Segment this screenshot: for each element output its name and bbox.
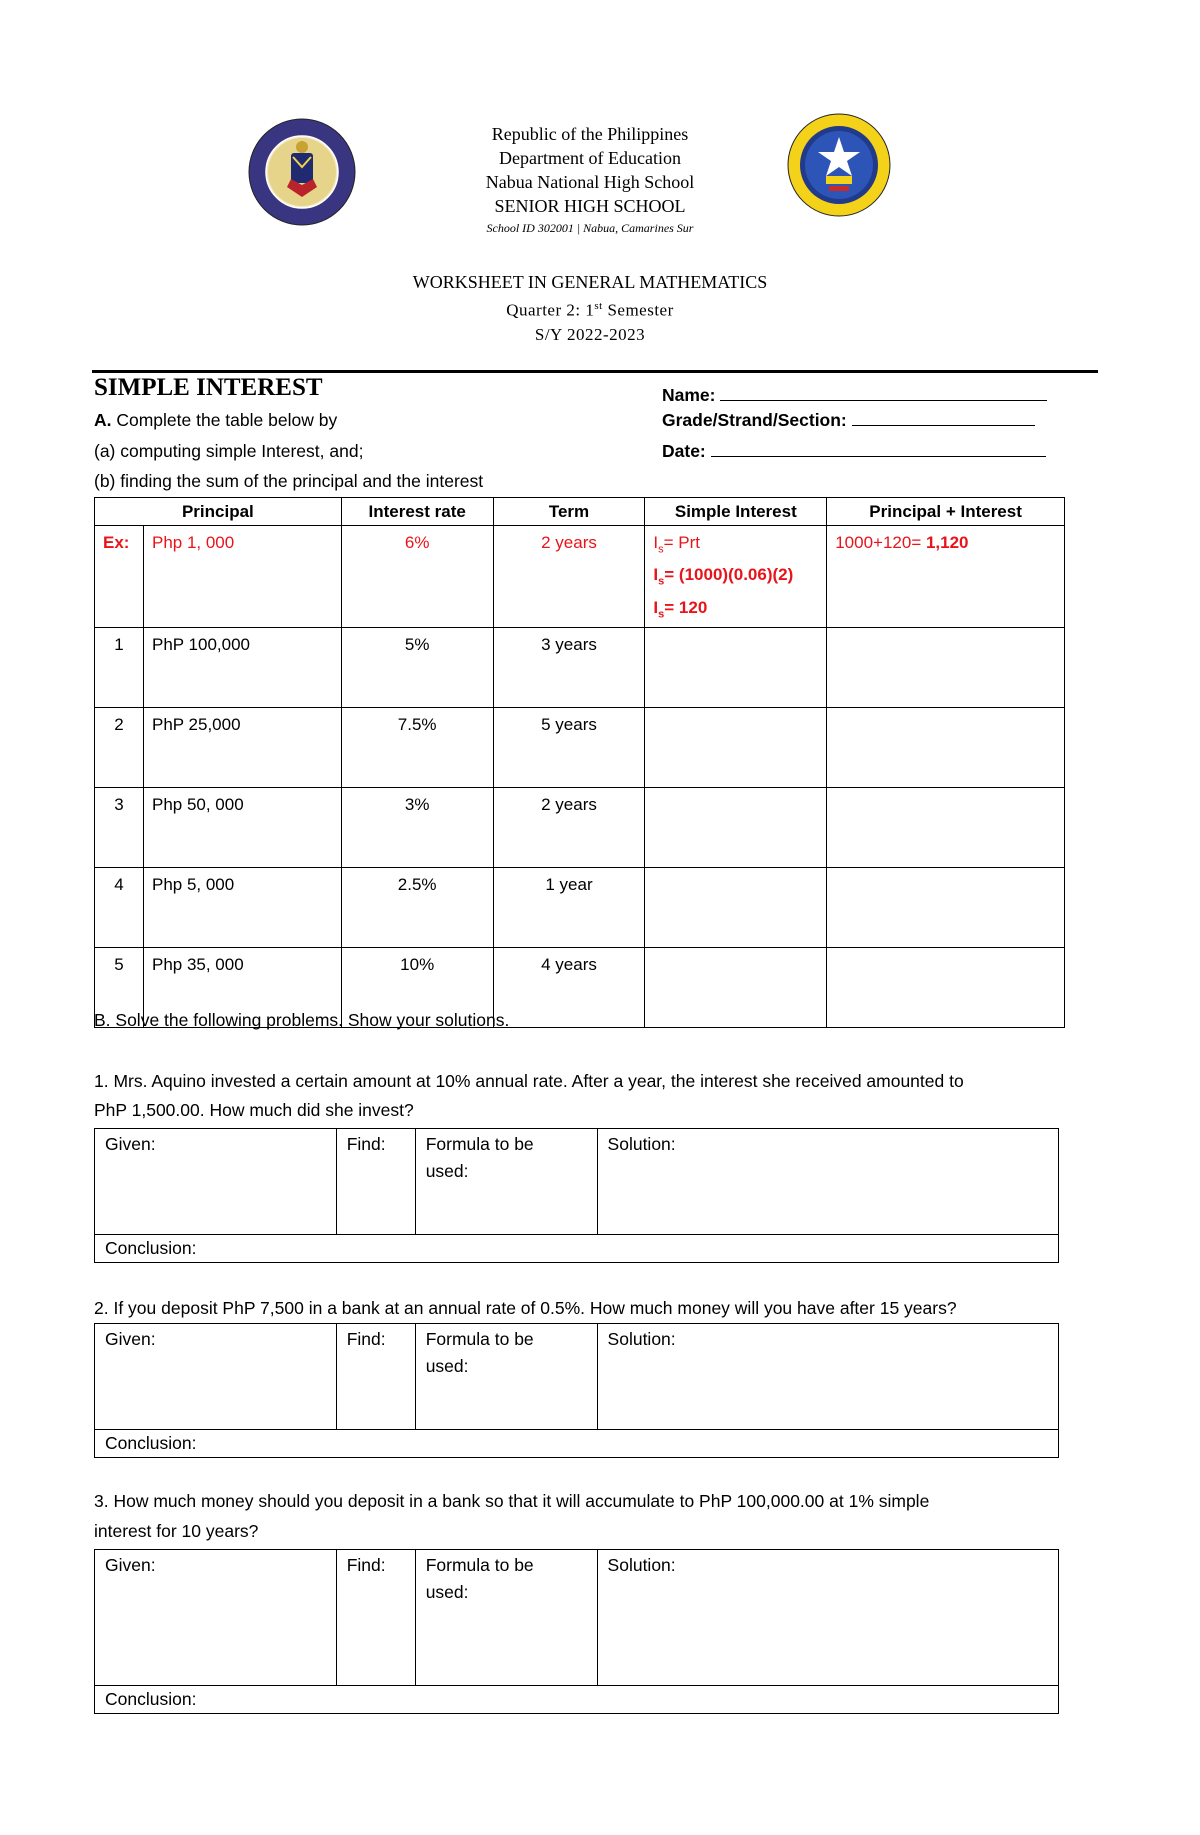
given-cell[interactable]: Given: bbox=[95, 1129, 337, 1235]
row-principal: PhP 100,000 bbox=[143, 628, 341, 708]
problem-1-text-cont: PhP 1,500.00. How much did she invest? bbox=[94, 1100, 414, 1120]
worksheet-heading bbox=[300, 270, 880, 347]
find-cell[interactable]: Find: bbox=[336, 1129, 415, 1235]
header-principal-plus-interest: Principal + Interest bbox=[827, 498, 1065, 526]
row-term: 5 years bbox=[493, 708, 645, 788]
row-simple-interest-answer[interactable] bbox=[645, 868, 827, 948]
row-sum-answer[interactable] bbox=[827, 708, 1065, 788]
example-label: Ex: bbox=[95, 526, 144, 628]
problem-2-text: 2. If you deposit PhP 7,500 in a bank at an annual rate of 0.5%. How much money will you have after 15 years? bbox=[94, 1298, 957, 1318]
grade-field[interactable]: Grade/Strand/Section: bbox=[662, 409, 1035, 431]
row-term: 4 years bbox=[493, 948, 645, 1028]
division-text: SENIOR HIGH SCHOOL bbox=[494, 196, 686, 216]
name-field[interactable]: Name: bbox=[662, 384, 1047, 406]
problem-3-answer-box bbox=[94, 1549, 1059, 1714]
row-simple-interest-answer[interactable] bbox=[645, 788, 827, 868]
school-id-text: School ID 302001 | Nabua, Camarines Sur bbox=[486, 221, 694, 235]
simple-interest-table bbox=[94, 497, 1065, 1028]
row-number: 4 bbox=[95, 868, 144, 948]
problem-1-text: 1. Mrs. Aquino invested a certain amount at 10% annual rate. After a year, the interest she received amounted to bbox=[94, 1071, 964, 1091]
table-row bbox=[95, 708, 1065, 788]
example-principal: Php 1, 000 bbox=[143, 526, 341, 628]
problem-2-answer-box bbox=[94, 1323, 1059, 1458]
row-principal: Php 35, 000 bbox=[143, 948, 341, 1028]
row-number: 2 bbox=[95, 708, 144, 788]
row-term: 1 year bbox=[493, 868, 645, 948]
row-rate: 5% bbox=[341, 628, 493, 708]
date-blank[interactable] bbox=[711, 440, 1046, 457]
example-term: 2 years bbox=[493, 526, 645, 628]
row-sum-answer[interactable] bbox=[827, 868, 1065, 948]
header-term: Term bbox=[493, 498, 645, 526]
given-cell[interactable]: Given: bbox=[95, 1550, 337, 1686]
quarter-text: Quarter 2: 1st Semester bbox=[506, 300, 674, 320]
formula-cell[interactable]: Formula to be used: bbox=[415, 1550, 597, 1686]
given-cell[interactable]: Given: bbox=[95, 1324, 337, 1430]
find-cell[interactable]: Find: bbox=[336, 1324, 415, 1430]
date-field[interactable]: Date: bbox=[662, 440, 1046, 462]
formula-cell[interactable]: Formula to be used: bbox=[415, 1324, 597, 1430]
row-number: 5 bbox=[95, 948, 144, 1028]
formula-cell[interactable]: Formula to be used: bbox=[415, 1129, 597, 1235]
row-sum-answer[interactable] bbox=[827, 628, 1065, 708]
row-principal: PhP 25,000 bbox=[143, 708, 341, 788]
deped-seal-icon bbox=[247, 117, 357, 227]
example-sum: 1000+120= 1,120 bbox=[827, 526, 1065, 628]
row-sum-answer[interactable] bbox=[827, 788, 1065, 868]
school-seal-icon bbox=[786, 112, 892, 218]
section-a-part-b: (b) finding the sum of the principal and the interest bbox=[94, 471, 484, 491]
header-principal: Principal bbox=[95, 498, 342, 526]
row-principal: Php 5, 000 bbox=[143, 868, 341, 948]
school-name: Nabua National High School bbox=[485, 172, 695, 192]
table-header-row bbox=[95, 498, 1065, 526]
example-rate: 6% bbox=[341, 526, 493, 628]
topic-title: SIMPLE INTEREST bbox=[94, 374, 323, 401]
name-blank[interactable] bbox=[720, 384, 1047, 401]
row-simple-interest-answer[interactable] bbox=[645, 948, 827, 1028]
header-simple-interest: Simple Interest bbox=[645, 498, 827, 526]
letterhead bbox=[400, 122, 780, 238]
header-interest-rate: Interest rate bbox=[341, 498, 493, 526]
table-row bbox=[95, 868, 1065, 948]
row-principal: Php 50, 000 bbox=[143, 788, 341, 868]
conclusion-cell[interactable]: Conclusion: bbox=[95, 1430, 1059, 1458]
grade-blank[interactable] bbox=[852, 409, 1035, 426]
table-row bbox=[95, 788, 1065, 868]
worksheet-title: WORKSHEET IN GENERAL MATHEMATICS bbox=[412, 272, 768, 292]
republic-text: Republic of the Philippines bbox=[491, 124, 689, 144]
row-term: 2 years bbox=[493, 788, 645, 868]
section-b-heading: B. Solve the following problems. Show your solutions. bbox=[94, 1010, 510, 1030]
school-year: S/Y 2022-2023 bbox=[534, 324, 646, 344]
conclusion-cell[interactable]: Conclusion: bbox=[95, 1235, 1059, 1263]
example-simple-interest: $I_s=$ Prt $I_s= (1000)(0.06)(2)$ $I_s= 120$ bbox=[645, 526, 827, 628]
row-rate: 10% bbox=[341, 948, 493, 1028]
row-number: 1 bbox=[95, 628, 144, 708]
row-simple-interest-answer[interactable] bbox=[645, 628, 827, 708]
solution-cell[interactable]: Solution: bbox=[597, 1550, 1058, 1686]
solution-cell[interactable]: Solution: bbox=[597, 1129, 1058, 1235]
row-number: 3 bbox=[95, 788, 144, 868]
example-row bbox=[95, 526, 1065, 628]
row-rate: 2.5% bbox=[341, 868, 493, 948]
department-text: Department of Education bbox=[499, 148, 681, 168]
section-a-instruction: A. Complete the table below by bbox=[94, 410, 338, 430]
row-term: 3 years bbox=[493, 628, 645, 708]
problem-3-text-cont: interest for 10 years? bbox=[94, 1521, 259, 1541]
table-row bbox=[95, 628, 1065, 708]
row-rate: 3% bbox=[341, 788, 493, 868]
header-divider bbox=[92, 370, 1098, 373]
row-simple-interest-answer[interactable] bbox=[645, 708, 827, 788]
section-a-part-a: (a) computing simple Interest, and; bbox=[94, 441, 364, 461]
problem-3-text: 3. How much money should you deposit in a bank so that it will accumulate to PhP 100,000.00 at 1% simple bbox=[94, 1491, 930, 1511]
problem-1-answer-box bbox=[94, 1128, 1059, 1263]
conclusion-cell[interactable]: Conclusion: bbox=[95, 1686, 1059, 1714]
row-rate: 7.5% bbox=[341, 708, 493, 788]
find-cell[interactable]: Find: bbox=[336, 1550, 415, 1686]
row-sum-answer[interactable] bbox=[827, 948, 1065, 1028]
solution-cell[interactable]: Solution: bbox=[597, 1324, 1058, 1430]
